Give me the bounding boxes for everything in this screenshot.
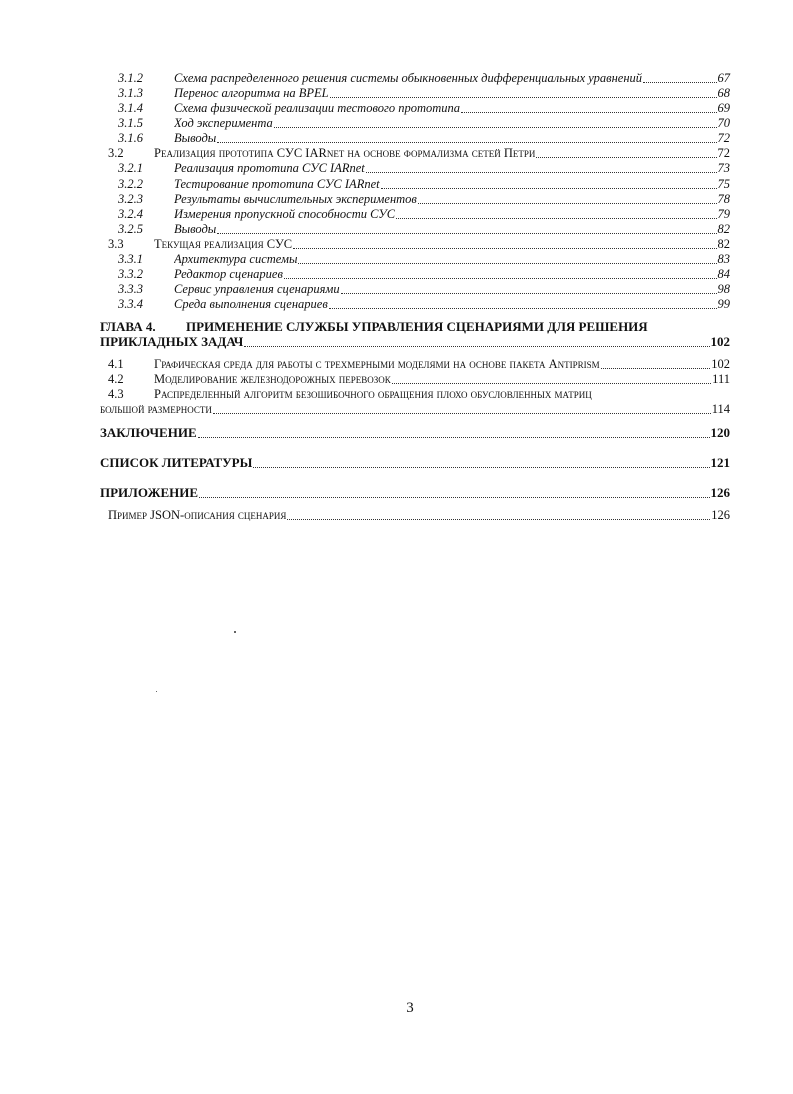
entry-title: Архитектура системы xyxy=(174,252,298,266)
leader-dots xyxy=(536,157,716,158)
toc-entry-3-3-1 xyxy=(118,252,730,267)
toc-entry-4-1 xyxy=(108,357,730,372)
toc-chapter-4-line1 xyxy=(100,319,648,335)
toc-entry-4-3-line2 xyxy=(100,402,730,417)
toc-chapter-4-line2 xyxy=(100,334,730,350)
toc-entry-3-2-2 xyxy=(118,177,730,192)
leader-dots xyxy=(601,368,711,369)
entry-page: 72 xyxy=(717,146,730,160)
leader-dots xyxy=(274,127,717,128)
toc-entry-4-2 xyxy=(108,372,730,387)
entry-title: Пример JSON-описания сценария xyxy=(108,508,287,522)
entry-title: Среда выполнения сценариев xyxy=(174,297,328,311)
chapter-label: ГЛАВА 4. xyxy=(100,319,156,334)
entry-title: Схема распределенного решения системы обыкновенных дифференциальных уравнений xyxy=(174,71,643,85)
leader-dots xyxy=(217,233,716,234)
entry-page: 72 xyxy=(717,131,730,145)
leader-dots xyxy=(217,142,716,143)
toc-entry-3-2-1 xyxy=(118,161,730,176)
scan-speck xyxy=(156,691,157,692)
toc-appendix-item xyxy=(108,508,730,523)
toc-entry-3-2-4 xyxy=(118,207,730,222)
entry-page: 126 xyxy=(710,485,730,500)
leader-dots xyxy=(293,248,716,249)
entry-page: 78 xyxy=(717,192,730,206)
entry-title: Ход эксперимента xyxy=(174,116,273,130)
entry-number: 3.2.3 xyxy=(118,192,143,206)
entry-page: 102 xyxy=(710,334,730,349)
entry-number: 3.3.1 xyxy=(118,252,143,266)
leader-dots xyxy=(381,188,717,189)
toc-entry-3-3-3 xyxy=(118,282,730,297)
toc-entry-3-1-2 xyxy=(118,71,730,86)
entry-title: Измерения пропускной способности СУС xyxy=(174,207,396,221)
entry-number: 4.3 xyxy=(108,387,124,401)
entry-title: Схема физической реализации тестового прототипа xyxy=(174,101,461,115)
scan-speck xyxy=(234,631,236,633)
entry-title: Тестирование прототипа СУС IARnet xyxy=(174,177,380,191)
toc-entry-3-3 xyxy=(108,237,730,252)
entry-page: 67 xyxy=(717,71,730,85)
toc-entry-3-2-5 xyxy=(118,222,730,237)
entry-page: 114 xyxy=(711,402,730,416)
entry-title: Реализация прототипа СУС IARnet xyxy=(174,161,365,175)
toc-entry-3-2 xyxy=(108,146,730,161)
entry-number: 3.1.4 xyxy=(118,101,143,115)
toc-entry-3-1-4 xyxy=(118,101,730,116)
leader-dots xyxy=(396,218,716,219)
leader-dots xyxy=(329,308,717,309)
entry-title: Текущая реализация СУС xyxy=(154,237,293,251)
entry-page: 121 xyxy=(710,455,730,470)
chapter-title: ПРИМЕНЕНИЕ СЛУЖБЫ УПРАВЛЕНИЯ СЦЕНАРИЯМИ ДЛЯ РЕШЕНИЯ xyxy=(186,319,648,334)
entry-number: 4.2 xyxy=(108,372,124,386)
leader-dots xyxy=(366,172,717,173)
entry-title: ЗАКЛЮЧЕНИЕ xyxy=(100,425,197,440)
leader-dots xyxy=(213,413,711,414)
entry-title: Сервис управления сценариями xyxy=(174,282,340,296)
entry-number: 3.1.6 xyxy=(118,131,143,145)
entry-title: Результаты вычислительных экспериментов xyxy=(174,192,417,206)
entry-number: 3.2.4 xyxy=(118,207,143,221)
entry-title: СПИСОК ЛИТЕРАТУРЫ xyxy=(100,455,253,470)
leader-dots xyxy=(198,437,710,438)
leader-dots xyxy=(392,383,711,384)
entry-page: 98 xyxy=(717,282,730,296)
entry-page: 102 xyxy=(711,357,730,371)
entry-page: 68 xyxy=(717,86,730,100)
toc-entry-3-1-3 xyxy=(118,86,730,101)
entry-title: ПРИЛОЖЕНИЕ xyxy=(100,485,199,500)
leader-dots xyxy=(330,97,717,98)
entry-number: 3.1.5 xyxy=(118,116,143,130)
toc-entry-3-1-5 xyxy=(118,116,730,131)
entry-title: Выводы xyxy=(174,131,217,145)
leader-dots xyxy=(298,263,716,264)
entry-number: 3.2.1 xyxy=(118,161,143,175)
entry-page: 73 xyxy=(717,161,730,175)
entry-number: 3.1.2 xyxy=(118,71,143,85)
leader-dots xyxy=(461,112,716,113)
entry-title: Выводы xyxy=(174,222,217,236)
entry-page: 79 xyxy=(717,207,730,221)
toc-conclusion xyxy=(100,425,730,441)
entry-number: 3.2.2 xyxy=(118,177,143,191)
toc-entry-3-1-6 xyxy=(118,131,730,146)
entry-number: 3.3 xyxy=(108,237,124,251)
leader-dots xyxy=(284,278,717,279)
entry-page: 126 xyxy=(711,508,730,522)
entry-page: 120 xyxy=(710,425,730,440)
leader-dots xyxy=(253,467,709,468)
toc-references xyxy=(100,455,730,471)
entry-title: Реализация прототипа СУС IARnet на основе формализма сетей Петри xyxy=(154,146,536,160)
entry-number: 3.3.4 xyxy=(118,297,143,311)
entry-number: 3.3.2 xyxy=(118,267,143,281)
toc-entry-4-3-line1 xyxy=(108,387,592,402)
entry-title: Перенос алгоритма на BPEL xyxy=(174,86,329,100)
leader-dots xyxy=(199,497,709,498)
entry-number: 3.1.3 xyxy=(118,86,143,100)
entry-page: 69 xyxy=(717,101,730,115)
entry-number: 3.3.3 xyxy=(118,282,143,296)
toc-entry-3-3-2 xyxy=(118,267,730,282)
entry-title: Моделирование железнодорожных перевозок xyxy=(154,372,391,386)
toc-entry-3-2-3 xyxy=(118,192,730,207)
entry-page: 75 xyxy=(717,177,730,191)
entry-title: Графическая среда для работы с трехмерными моделями на основе пакета Antiprism xyxy=(154,357,600,371)
toc-entry-3-3-4 xyxy=(118,297,730,312)
entry-number: 3.2.5 xyxy=(118,222,143,236)
entry-page: 83 xyxy=(717,252,730,266)
entry-page: 84 xyxy=(717,267,730,281)
leader-dots xyxy=(643,82,716,83)
chapter-title-cont: ПРИКЛАДНЫХ ЗАДАЧ xyxy=(100,334,244,349)
leader-dots xyxy=(418,203,717,204)
entry-page: 111 xyxy=(712,372,730,386)
entry-number: 3.2 xyxy=(108,146,124,160)
leader-dots xyxy=(244,346,709,347)
entry-number: 4.1 xyxy=(108,357,124,371)
entry-title-cont: большой размерности xyxy=(100,402,212,416)
entry-title: Редактор сценариев xyxy=(174,267,283,281)
entry-page: 82 xyxy=(717,222,730,236)
page-number: 3 xyxy=(406,1000,414,1016)
entry-page: 70 xyxy=(717,116,730,130)
toc-appendix xyxy=(100,485,730,501)
entry-title: Распределенный алгоритм безошибочного обращения плохо обусловленных матриц xyxy=(154,387,592,401)
leader-dots xyxy=(287,519,710,520)
entry-page: 82 xyxy=(717,237,730,251)
leader-dots xyxy=(341,293,717,294)
entry-page: 99 xyxy=(717,297,730,311)
